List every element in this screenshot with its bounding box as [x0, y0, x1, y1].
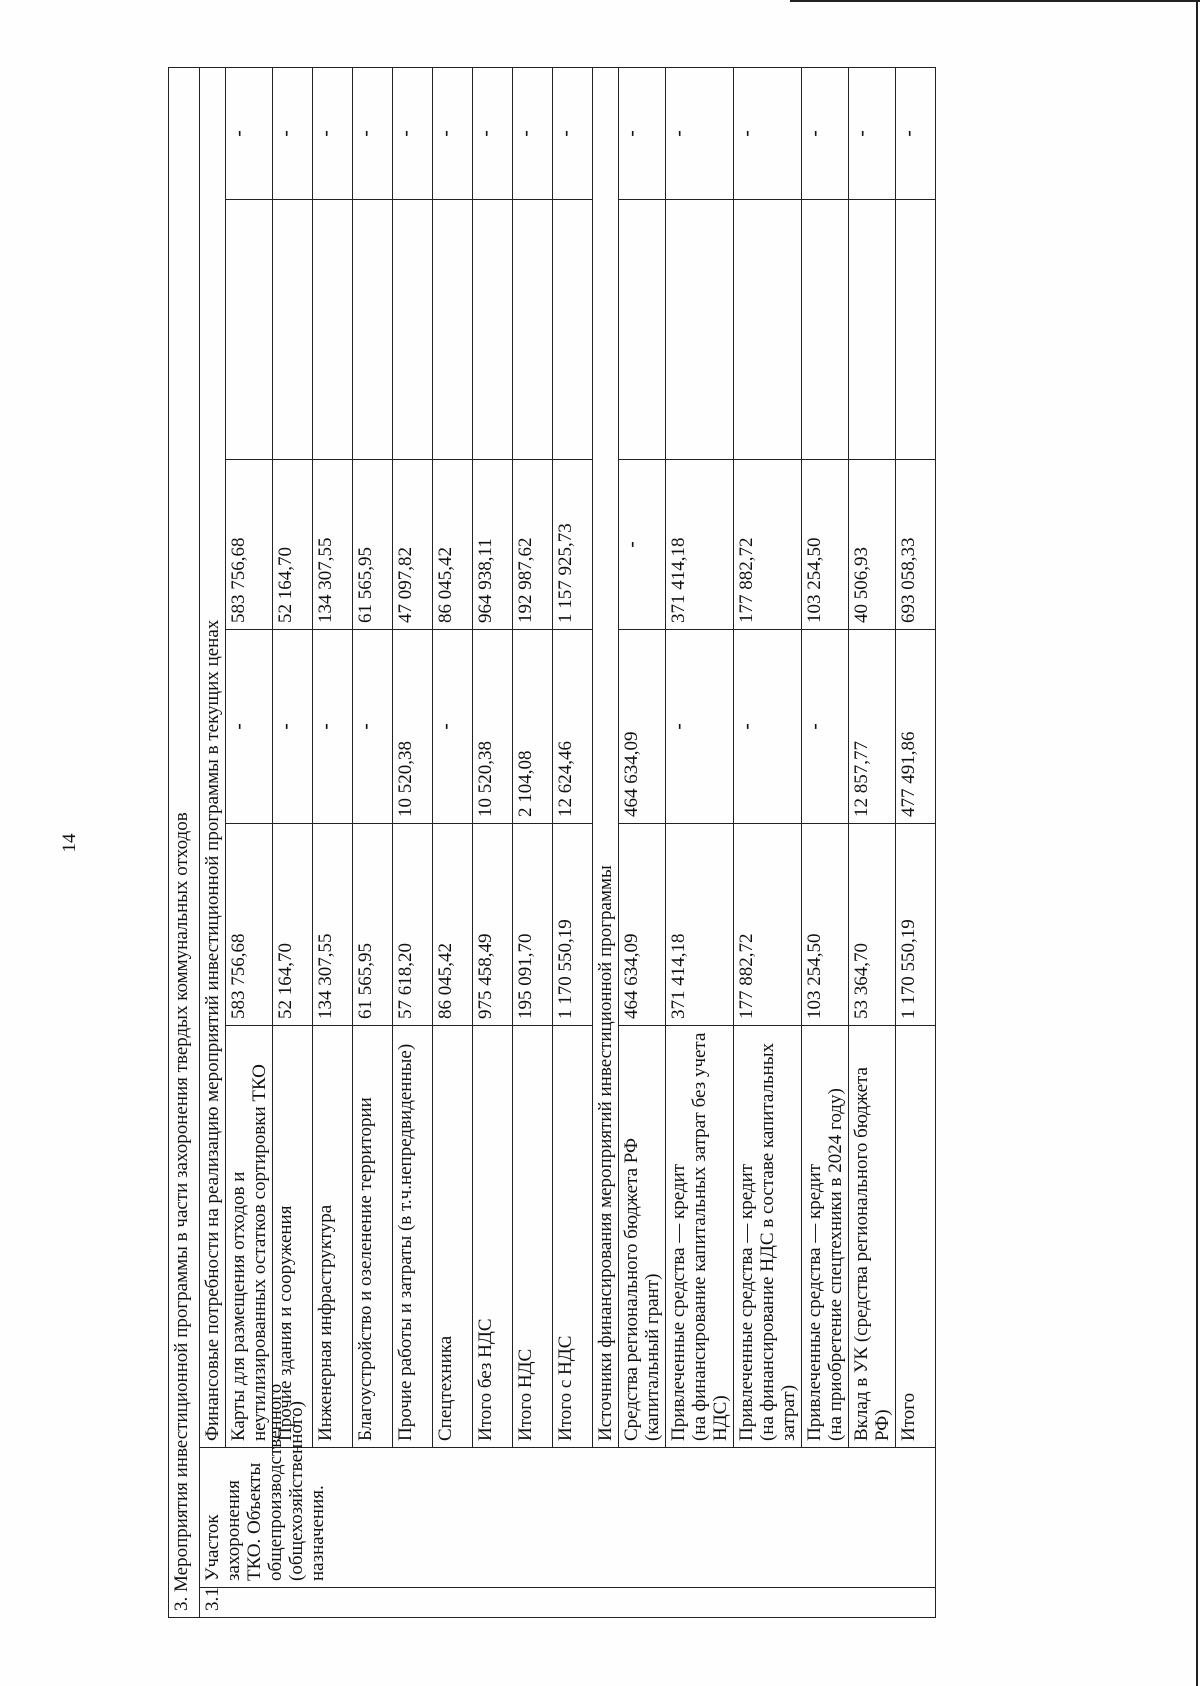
needs-value-v2: - [353, 630, 393, 824]
investment-table [168, 67, 936, 1618]
sources-value-v5: - [619, 67, 666, 199]
sources-value-v3: 371 414,18 [666, 460, 734, 630]
needs-value-v2: 12 624,46 [553, 630, 593, 824]
row-number: 3.1 [200, 1588, 936, 1618]
sources-value-v4 [802, 200, 849, 460]
needs-value-v3: 964 938,11 [473, 460, 513, 630]
needs-value-v3: 583 756,68 [226, 460, 273, 630]
needs-value-v4 [553, 200, 593, 460]
needs-value-v3: 1 157 925,73 [553, 460, 593, 630]
needs-value-v3: 192 987,62 [513, 460, 553, 630]
needs-value-v2: - [226, 630, 273, 824]
needs-value-v2: 2 104,08 [513, 630, 553, 824]
needs-value-v2: 10 520,38 [473, 630, 513, 824]
sources-value-v5: - [666, 67, 734, 199]
sources-value-v4 [896, 200, 936, 460]
needs-value-v3: 52 164,70 [273, 460, 313, 630]
needs-value-v4 [313, 200, 353, 460]
scan-edge-right [1196, 0, 1198, 1686]
section-title: 3. Мероприятия инвестиционной программы в части захоронения твердых коммунальных отходов [169, 67, 200, 1617]
needs-name: Карты для размещения отходов и неутилизированных остатков сортировки ТКО [226, 1026, 273, 1448]
sources-name: Привлеченные средства — кредит (на финансирование капитальных затрат без учета НДС) [666, 1026, 734, 1448]
needs-header: Финансовые потребности на реализацию мероприятий инвестиционной программы в текущих ценах [200, 67, 226, 1447]
needs-name: Итого с НДС [553, 1026, 593, 1448]
sources-name: Средства регионального бюджета РФ (капитальный грант) [619, 1026, 666, 1448]
needs-value-v1: 57 618,20 [393, 824, 433, 1026]
needs-value-v2: - [273, 630, 313, 824]
needs-value-v1: 61 565,95 [353, 824, 393, 1026]
needs-value-v3: 47 097,82 [393, 460, 433, 630]
needs-value-v1: 134 307,55 [313, 824, 353, 1026]
needs-row [273, 67, 313, 1617]
sources-value-v2: - [666, 630, 734, 824]
needs-value-v1: 583 756,68 [226, 824, 273, 1026]
needs-value-v5: - [433, 67, 473, 199]
sources-value-v2: 464 634,09 [619, 630, 666, 824]
sources-row [802, 67, 849, 1617]
needs-row [513, 67, 553, 1617]
needs-value-v5: - [226, 67, 273, 199]
page-number: 14 [59, 833, 80, 853]
needs-row [433, 67, 473, 1617]
sources-value-v5: - [734, 67, 802, 199]
sources-value-v1: 1 170 550,19 [896, 824, 936, 1026]
needs-value-v4 [226, 200, 273, 460]
needs-value-v1: 1 170 550,19 [553, 824, 593, 1026]
sources-name: Итого [896, 1026, 936, 1448]
needs-name: Спецтехника [433, 1026, 473, 1448]
needs-name: Прочие работы и затраты (в т.ч.непредвиденные) [393, 1026, 433, 1448]
needs-value-v5: - [393, 67, 433, 199]
sources-value-v2: - [802, 630, 849, 824]
needs-value-v2: 10 520,38 [393, 630, 433, 824]
needs-name: Итого НДС [513, 1026, 553, 1448]
sources-value-v4 [849, 200, 896, 460]
needs-row [393, 67, 433, 1617]
needs-value-v4 [433, 200, 473, 460]
needs-value-v4 [353, 200, 393, 460]
needs-value-v3: 86 045,42 [433, 460, 473, 630]
needs-row [226, 67, 273, 1617]
sources-value-v3: 103 254,50 [802, 460, 849, 630]
sources-value-v4 [619, 200, 666, 460]
sources-value-v3: 693 058,33 [896, 460, 936, 630]
needs-value-v2: - [313, 630, 353, 824]
sources-value-v5: - [896, 67, 936, 199]
needs-value-v5: - [273, 67, 313, 199]
sources-value-v3: 177 882,72 [734, 460, 802, 630]
sources-value-v1: 53 364,70 [849, 824, 896, 1026]
sources-value-v1: 371 414,18 [666, 824, 734, 1026]
needs-name: Итого без НДС [473, 1026, 513, 1448]
sources-value-v2: 12 857,77 [849, 630, 896, 824]
needs-row [473, 67, 513, 1617]
sources-name: Вклад в УК (средства регионального бюджета РФ) [849, 1026, 896, 1448]
needs-value-v3: 134 307,55 [313, 460, 353, 630]
sources-value-v2: 477 491,86 [896, 630, 936, 824]
needs-row [313, 67, 353, 1617]
needs-value-v1: 975 458,49 [473, 824, 513, 1026]
needs-value-v5: - [553, 67, 593, 199]
needs-name: Прочие здания и сооружения [273, 1026, 313, 1448]
sources-row [896, 67, 936, 1617]
sources-header: Источники финансирования мероприятий инвестиционной программы [593, 67, 619, 1447]
needs-value-v5: - [473, 67, 513, 199]
needs-name: Благоустройство и озеленение территории [353, 1026, 393, 1448]
needs-name: Инженерная инфраструктура [313, 1026, 353, 1448]
sources-header-row [593, 67, 619, 1617]
needs-row [553, 67, 593, 1617]
sources-value-v5: - [802, 67, 849, 199]
needs-value-v1: 195 091,70 [513, 824, 553, 1026]
needs-value-v5: - [513, 67, 553, 199]
sources-value-v5: - [849, 67, 896, 199]
needs-value-v4 [473, 200, 513, 460]
sources-value-v4 [734, 200, 802, 460]
sources-name: Привлеченные средства — кредит (на приобретение спецтехники в 2024 году) [802, 1026, 849, 1448]
sources-name: Привлеченные средства — кредит (на финансирование НДС в составе капитальных затрат) [734, 1026, 802, 1448]
needs-value-v2: - [433, 630, 473, 824]
sources-value-v1: 177 882,72 [734, 824, 802, 1026]
sources-value-v3: 40 506,93 [849, 460, 896, 630]
sources-value-v2: - [734, 630, 802, 824]
scan-edge-top [790, 0, 1200, 2]
sources-value-v1: 103 254,50 [802, 824, 849, 1026]
needs-value-v1: 52 164,70 [273, 824, 313, 1026]
needs-value-v5: - [313, 67, 353, 199]
sources-row [619, 67, 666, 1617]
needs-header-row [200, 67, 226, 1617]
needs-value-v4 [273, 200, 313, 460]
object-name: Участок захоронения ТКО. Объекты общепроизводственного (общехозяйственного) назначения. [200, 1448, 936, 1588]
needs-value-v5: - [353, 67, 393, 199]
needs-value-v4 [393, 200, 433, 460]
needs-value-v1: 86 045,42 [433, 824, 473, 1026]
needs-row [353, 67, 393, 1617]
sources-value-v1: 464 634,09 [619, 824, 666, 1026]
needs-value-v3: 61 565,95 [353, 460, 393, 630]
sources-row [666, 67, 734, 1617]
sources-value-v3: - [619, 460, 666, 630]
sources-row [734, 67, 802, 1617]
sources-row [849, 67, 896, 1617]
rotated-table-wrapper [168, 68, 1068, 1618]
section-title-row [169, 67, 200, 1617]
sources-value-v4 [666, 200, 734, 460]
needs-value-v4 [513, 200, 553, 460]
